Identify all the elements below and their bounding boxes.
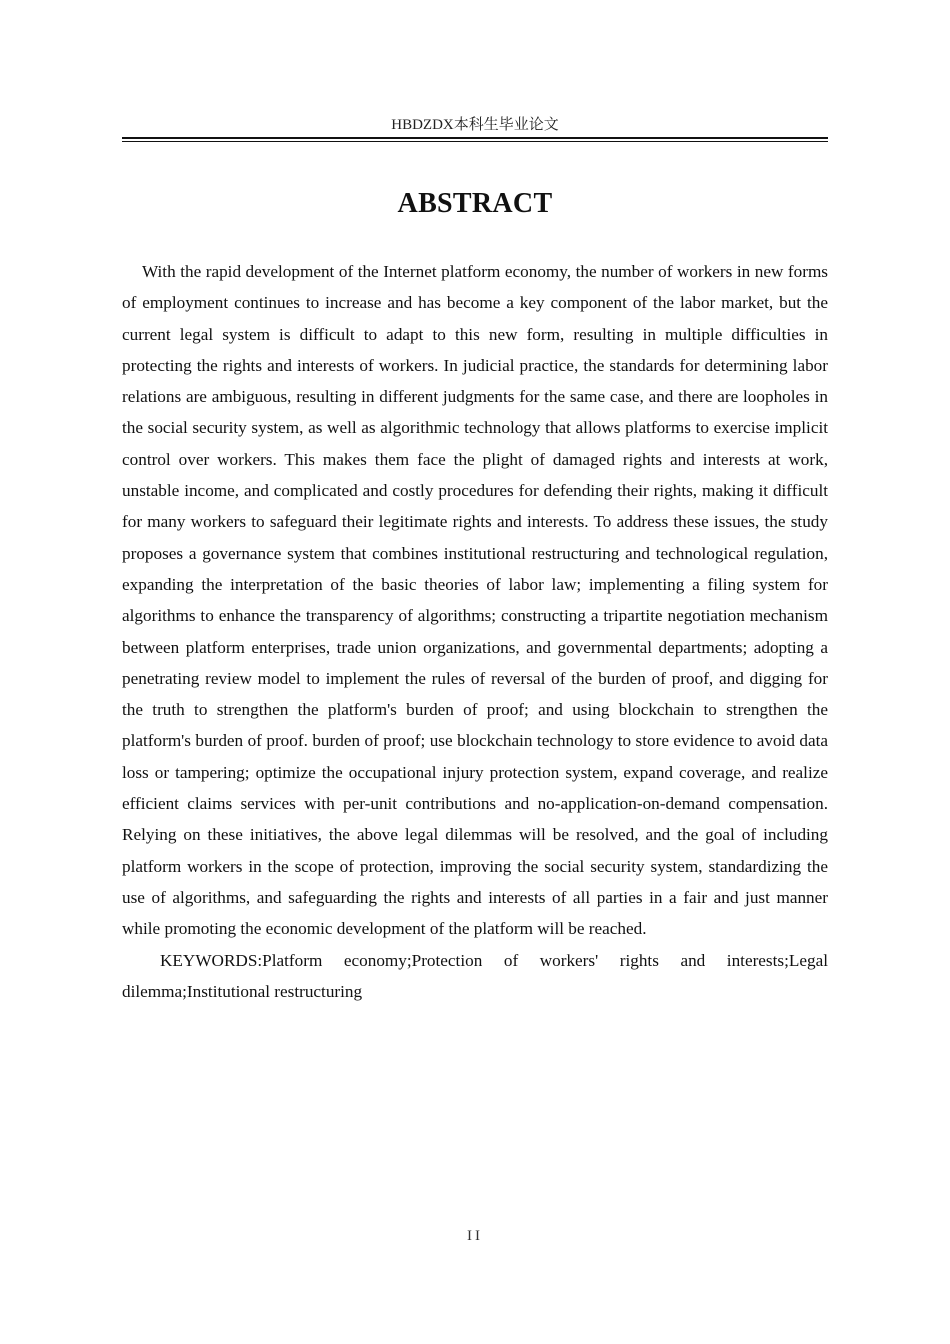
running-header: HBDZDX本科生毕业论文: [391, 117, 559, 133]
header-rule-thick: [122, 137, 828, 139]
abstract-heading: ABSTRACT: [397, 188, 553, 219]
header-rule-thin: [122, 141, 828, 142]
abstract-paragraph: With the rapid development of the Internet platform economy, the number of workers in new forms of employment continues to increase and has become a key component of the labor market, but the current legal system is difficult to adapt to this new form, resulting in multiple difficulties in protecting the rights and interests of workers. In judicial practice, the standards for determining labor relations are ambiguous, resulting in different judgments for the same case, and there are loopholes in the social security system, as well as algorithmic technology that allows platforms to exercise implicit control over workers. This makes them face the plight of damaged rights and interests at work, unstable income, and complicated and costly procedures for defending their rights, making it difficult for many workers to safeguard their legitimate rights and interests. To address these issues, the study proposes a governance system that combines institutional restructuring and technological regulation, expanding the interpretation of the basic theories of labor law; implementing a filing system for algorithms to enhance the transparency of algorithms; constructing a tripartite negotiation mechanism between platform enterprises, trade union organizations, and governmental departments; adopting a penetrating review model to implement the rules of reversal of the burden of proof, and digging for the truth to strengthen the platform's burden of proof; and using blockchain to strengthen the platform's burden of proof. burden of proof; use blockchain technology to store evidence to avoid data loss or tampering; optimize the occupational injury protection system, expand coverage, and realize efficient claims services with per-unit contributions and no-application-on-demand compensation. Relying on these initiatives, the above legal dilemmas will be resolved, and the goal of including platform workers in the scope of protection, improving the social security system, standardizing the use of algorithms, and safeguarding the rights and interests of all parties in a fair and just manner while promoting the economic development of the platform will be reached.: [122, 262, 828, 939]
page-number: II: [467, 1228, 483, 1244]
keywords-paragraph: KEYWORDS:Platform economy;Protection of workers' rights and interests;Legal dilemma;Institutional restructuring: [122, 950, 828, 1001]
abstract-body: [122, 256, 828, 1007]
